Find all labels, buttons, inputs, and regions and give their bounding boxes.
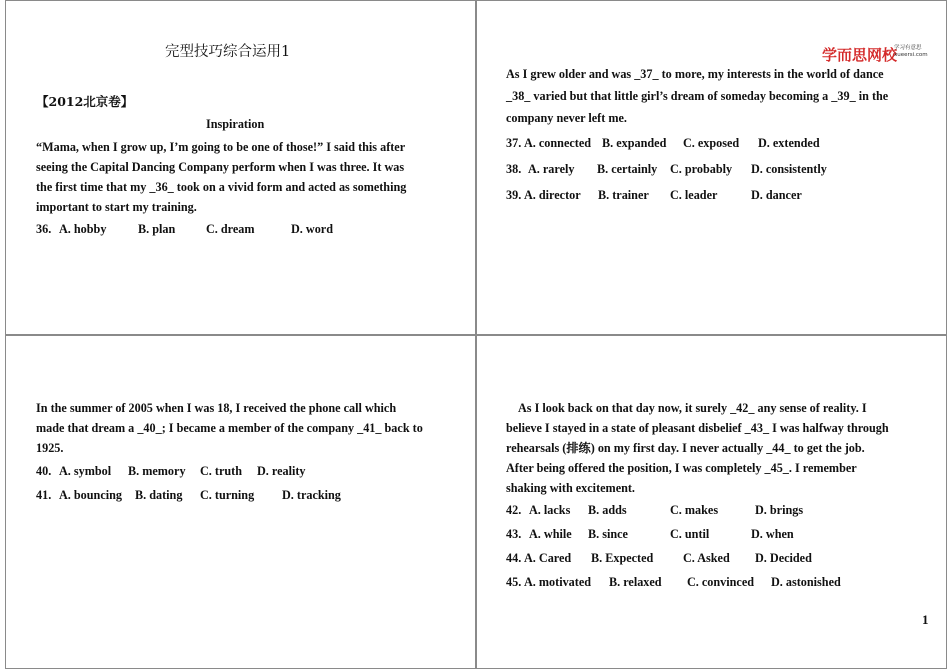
question-number: 40. [36, 464, 52, 478]
logo-tagline: 学习有意思 [894, 45, 922, 51]
option-b: B. memory [128, 464, 186, 478]
option-a: A. lacks [529, 503, 571, 517]
passage-line: As I look back on that day now, it surely _42_ any sense of reality. I [518, 401, 867, 415]
passage-line: believe I stayed in a state of pleasant disbelief _43_ I was halfway through [506, 421, 889, 435]
option-a: A. rarely [528, 162, 575, 176]
passage-line: the first time that my _36_ took on a vivid form and acted as something [36, 180, 407, 194]
option-b: B. plan [138, 222, 176, 236]
question-number: 43. [506, 527, 522, 541]
question-number: 37. [506, 136, 522, 150]
passage-line: After being offered the position, I was completely _45_. I remember [506, 461, 857, 475]
option-a: A. motivated [524, 575, 592, 589]
question-number: 39. [506, 188, 522, 202]
option-d: D. when [751, 527, 794, 541]
option-d: D. brings [755, 503, 804, 517]
question-number: 45. [506, 575, 522, 589]
option-c: C. probably [670, 162, 733, 176]
option-d: D. reality [257, 464, 306, 478]
option-c: C. leader [670, 188, 718, 202]
logo-name: 学而思网校 [822, 46, 898, 64]
page-number: 1 [922, 612, 929, 627]
passage-line: seeing the Capital Dancing Company perform when I was three. It was [36, 160, 405, 174]
option-d: D. Decided [755, 551, 812, 565]
option-b: B. since [588, 527, 628, 541]
option-d: D. word [291, 222, 333, 236]
option-d: D. tracking [282, 488, 341, 502]
option-d: D. dancer [751, 188, 802, 202]
passage-line: “Mama, when I grow up, I’m going to be one of those!” I said this after [36, 140, 406, 154]
question-number: 44. [506, 551, 522, 565]
option-b: B. certainly [597, 162, 658, 176]
slide-panel-4 [475, 334, 947, 669]
question-number: 38. [506, 162, 522, 176]
option-a: A. bouncing [59, 488, 122, 502]
option-c: C. exposed [683, 136, 740, 150]
question-number: 41. [36, 488, 52, 502]
option-c: C. until [670, 527, 710, 541]
option-b: B. dating [135, 488, 183, 502]
passage-line: made that dream a _40_; I became a member of the company _41_ back to [36, 421, 423, 435]
passage-line: shaking with excitement. [506, 481, 635, 495]
passage-line: _38_ varied but that little girl’s dream of someday becoming a _39_ in the [506, 89, 889, 103]
passage-line: rehearsals (排练) on my first day. I never actually _44_ to get the job. [506, 441, 865, 455]
passage-title: Inspiration [206, 117, 265, 131]
slide-title: 完型技巧综合运用1 [165, 44, 291, 60]
option-c: C. makes [670, 503, 719, 517]
option-c: C. Asked [683, 551, 730, 565]
option-c: C. convinced [687, 575, 755, 589]
passage-line: important to start my training. [36, 200, 197, 214]
passage-line: company never left me. [506, 111, 627, 125]
question-number: 36. [36, 222, 52, 236]
option-b: B. Expected [591, 551, 654, 565]
option-a: A. hobby [59, 222, 107, 236]
option-b: B. expanded [602, 136, 667, 150]
option-c: C. truth [200, 464, 242, 478]
option-d: D. consistently [751, 162, 827, 176]
option-a: A. Cared [524, 551, 572, 565]
option-b: B. adds [588, 503, 627, 517]
option-d: D. astonished [771, 575, 841, 589]
option-d: D. extended [758, 136, 820, 150]
option-a: A. while [529, 527, 572, 541]
option-b: B. relaxed [609, 575, 662, 589]
option-a: A. connected [524, 136, 592, 150]
passage-line: As I grew older and was _37_ to more, my interests in the world of dance [506, 67, 884, 81]
exam-tag: 【2012北京卷】 [36, 94, 134, 109]
option-c: C. turning [200, 488, 255, 502]
option-a: A. symbol [59, 464, 112, 478]
question-number: 42. [506, 503, 522, 517]
passage-line: 1925. [36, 441, 64, 455]
logo-domain: xueersi.com [894, 52, 928, 58]
option-a: A. director [524, 188, 581, 202]
option-c: C. dream [206, 222, 255, 236]
passage-line: In the summer of 2005 when I was 18, I received the phone call which [36, 401, 397, 415]
option-b: B. trainer [598, 188, 649, 202]
